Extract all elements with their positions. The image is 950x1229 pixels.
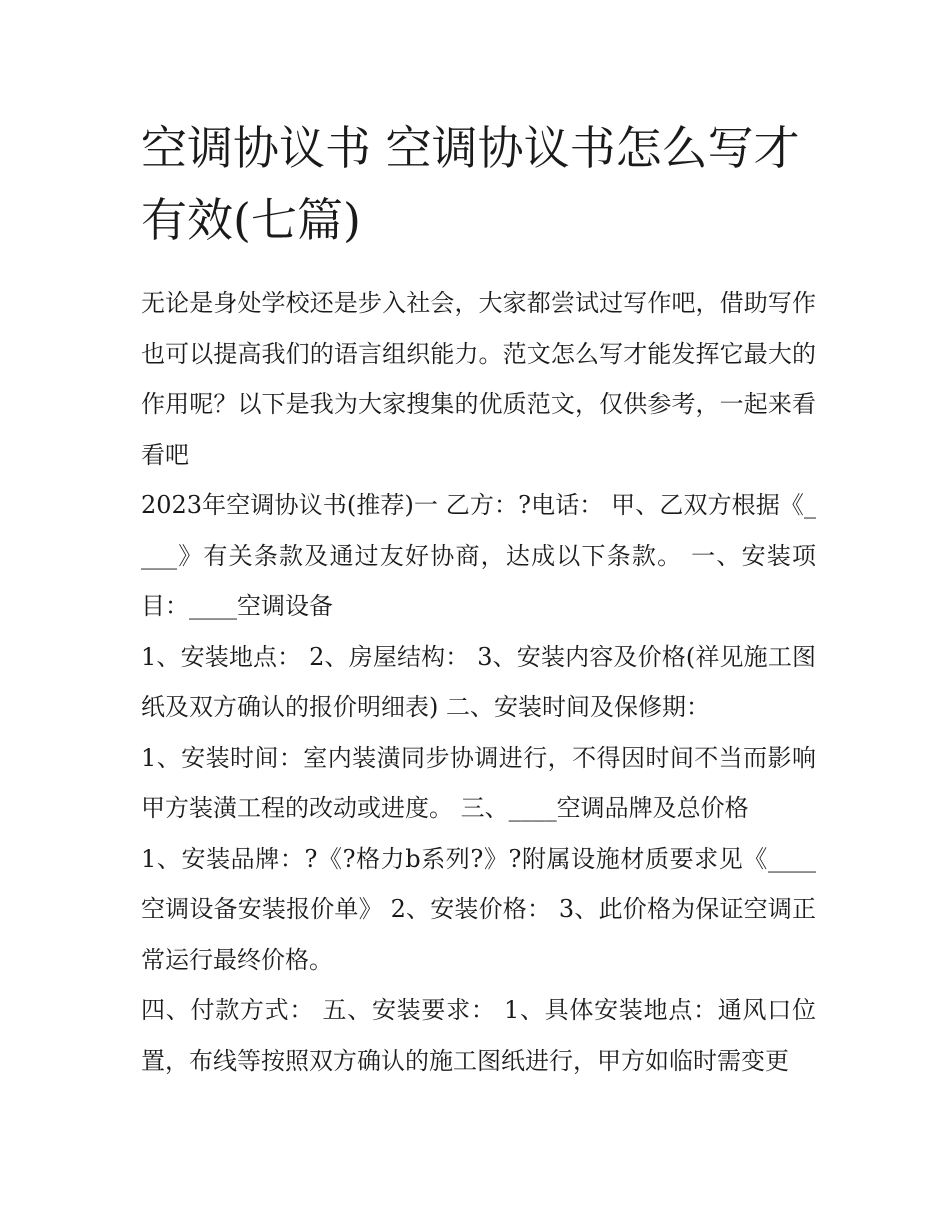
document-body	[141, 278, 816, 1086]
paragraph-agreement-opening: 2023年空调协议书(推荐)一 乙方：?电话： 甲、乙双方根据《____》有关条款及通过友好协商，达成以下条款。 一、安装项目：____空调设备	[141, 491, 816, 620]
document-title: 空调协议书 空调协议书怎么写才有效(七篇)	[141, 121, 800, 247]
paragraph-brand-price: 1、安装品牌：?《?格力b系列?》?附属设施材质要求见《____空调设备安装报价单》 2、安装价格： 3、此价格为保证空调正常运行最终价格。	[141, 844, 816, 974]
paragraph-install-time: 1、安装时间：室内装潢同步协调进行，不得因时间不当而影响甲方装潢工程的改动或进度。 三、____空调品牌及总价格	[141, 743, 816, 822]
paragraph-intro: 无论是身处学校还是步入社会，大家都尝试过写作吧，借助写作也可以提高我们的语言组织能力。范文怎么写才能发挥它最大的作用呢？以下是我为大家搜集的优质范文，仅供参考，一起来看看吧	[141, 289, 816, 469]
document-page	[141, 112, 816, 1086]
paragraph-install-location: 1、安装地点： 2、房屋结构： 3、安装内容及价格(祥见施工图纸及双方确认的报价明细表) 二、安装时间及保修期：	[141, 642, 816, 721]
paragraph-payment-requirements: 四、付款方式： 五、安装要求： 1、具体安装地点：通风口位置，布线等按照双方确认的施工图纸进行，甲方如临时需变更	[141, 996, 816, 1075]
